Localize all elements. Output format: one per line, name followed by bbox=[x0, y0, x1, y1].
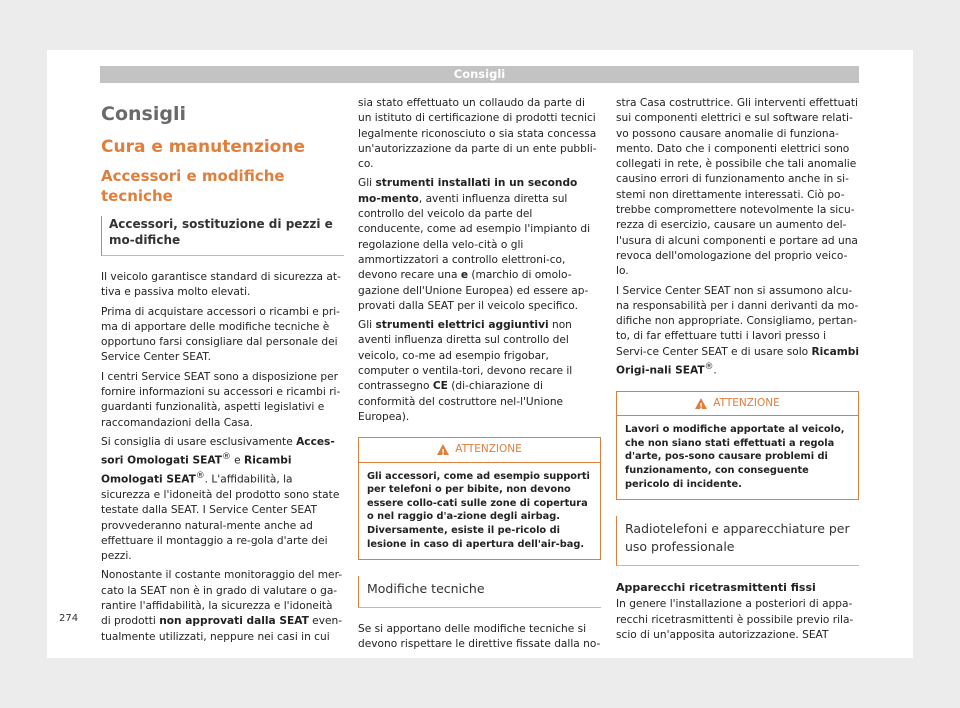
minor-heading: Apparecchi ricetrasmittenti fissi bbox=[616, 581, 816, 595]
warning-header bbox=[359, 438, 600, 462]
section-title: Cura e manutenzione bbox=[101, 137, 305, 157]
paragraph: sia stato effettuato un collaudo da parte di un istituto di certificazione di prodotti tecnici legalmente riconosciuto o sia stata concessa un'autorizzazione da parte di un ente pubbli-co. bbox=[358, 97, 597, 171]
subsection-title: Accessori e modifiche tecniche bbox=[101, 167, 285, 205]
paragraph: In genere l'installazione a posteriori di appa-recchi ricetrasmittenti è possibile previo rila-scio di un'apposita autorizzazione. SEAT bbox=[616, 598, 854, 642]
warning-text: Gli accessori, come ad esempio supporti per telefoni o per bibite, non devono essere collo-cati sulle zone di copertura o nel raggio d'a-zione degli airbag. Diversamente, esiste il pe-ricolo di lesione in caso di apertura dell'air-bag. bbox=[367, 470, 590, 550]
paragraph: Nonostante il costante monitoraggio del mer-cato la SEAT non è in grado di valutare o ga-rantire l'affidabilità, la sicurezza e l'idoneità di prodotti non approvati dalla SEAT even-tualmente utilizzati, neppure nei casi in cui bbox=[101, 569, 343, 643]
column-right bbox=[616, 96, 859, 647]
paragraph: I Service Center SEAT non si assumono alcu-na responsabilità per i danni derivanti da mo-difiche non appropriate. Consigliamo, pertan-to, di far effettuare tutti i lavori presso i Servi-ce Center SEAT e di usare solo Ricambi Origi-nali SEAT®. bbox=[616, 284, 859, 377]
page-number: 274 bbox=[59, 613, 79, 624]
paragraph: Prima di acquistare accessori o ricambi e pri-ma di apportare delle modifiche tecniche è opportuno farsi consigliare dal personale dei Service Center SEAT. bbox=[101, 305, 340, 364]
paragraph: Se si apportano delle modifiche tecniche si devono rispettare le direttive fissate dalla no- bbox=[358, 623, 601, 651]
paragraph: stra Casa costruttrice. Gli interventi effettuati sui componenti elettrici e sul software relati-vo possono causare anomalie di funziona-mento. Dato che i componenti elettrici sono collegati in rete, è possibile che tali anomalie causino errori di funzionamento anche in si-stemi non direttamente interessati. Ciò po-trebbe compromettere notevolmente la sicu-rezza di esercizio, causare un aumento del-l'usura di alcuni componenti e portare ad una revoca dell'omologazione del proprio veico-lo. bbox=[616, 97, 858, 278]
warning-box bbox=[358, 437, 601, 560]
chapter-title: Consigli bbox=[101, 103, 186, 125]
topic-heading-accessori: Accessori, sostituzione di pezzi e mo-difiche bbox=[101, 216, 344, 256]
warning-triangle-icon bbox=[695, 398, 707, 409]
paragraph: I centri Service SEAT sono a disposizione per fornire informazioni su accessori e ricambi ri-guardanti funzionalità, aspetti legislativi e raccomandazioni della Casa. bbox=[101, 370, 341, 429]
warning-header bbox=[617, 392, 858, 416]
column-left bbox=[101, 96, 344, 649]
section-header-bar: Consigli bbox=[100, 66, 859, 83]
paragraph: Si consiglia di usare esclusivamente Acces-sori Omologati SEAT® e Ricambi Omologati SEAT®. L'affidabilità, la sicurezza e l'idoneità del prodotto sono state testate dalla SEAT. I Service Center SEAT provvederanno natural-mente anche ad effettuare il montaggio a re-gola d'arte dei pezzi. bbox=[101, 435, 340, 563]
warning-text: Lavori o modifiche apportate al veicolo, che non siano stati effettuati a regola d'arte, pos-sono causare problemi di funzionamento, con conseguente pericolo di incidente. bbox=[625, 424, 845, 490]
warning-title: ATTENZIONE bbox=[713, 396, 780, 409]
paragraph: Gli strumenti installati in un secondo mo-mento, aventi influenza diretta sul controllo del veicolo da parte del conducente, come ad esempio l'impianto di regolazione della velo-cità o gli ammortizzatori a controllo elettroni-co, devono recare una e (marchio di omolo-gazione dell'Unione Europea) ed essere ap-provati dalla SEAT per il veicolo specifico. bbox=[358, 177, 591, 312]
warning-triangle-icon bbox=[437, 444, 449, 455]
column-middle bbox=[358, 96, 601, 657]
warning-box bbox=[616, 391, 859, 500]
topic-heading-radiotelefoni: Radiotelefoni e apparecchiature per uso professionale bbox=[616, 516, 859, 566]
topic-heading-modifiche: Modifiche tecniche bbox=[358, 576, 601, 608]
warning-title: ATTENZIONE bbox=[455, 443, 522, 456]
paragraph: Gli strumenti elettrici aggiuntivi non aventi influenza diretta sul controllo del veicolo, co-me ad esempio frigobar, computer o ventila-tori, devono recare il contrassegno CE (di-chiarazione di conformità del costruttore nel-l'Unione Europea). bbox=[358, 319, 573, 423]
paragraph: Il veicolo garantisce standard di sicurezza at-tiva e passiva molto elevati. bbox=[101, 271, 341, 299]
